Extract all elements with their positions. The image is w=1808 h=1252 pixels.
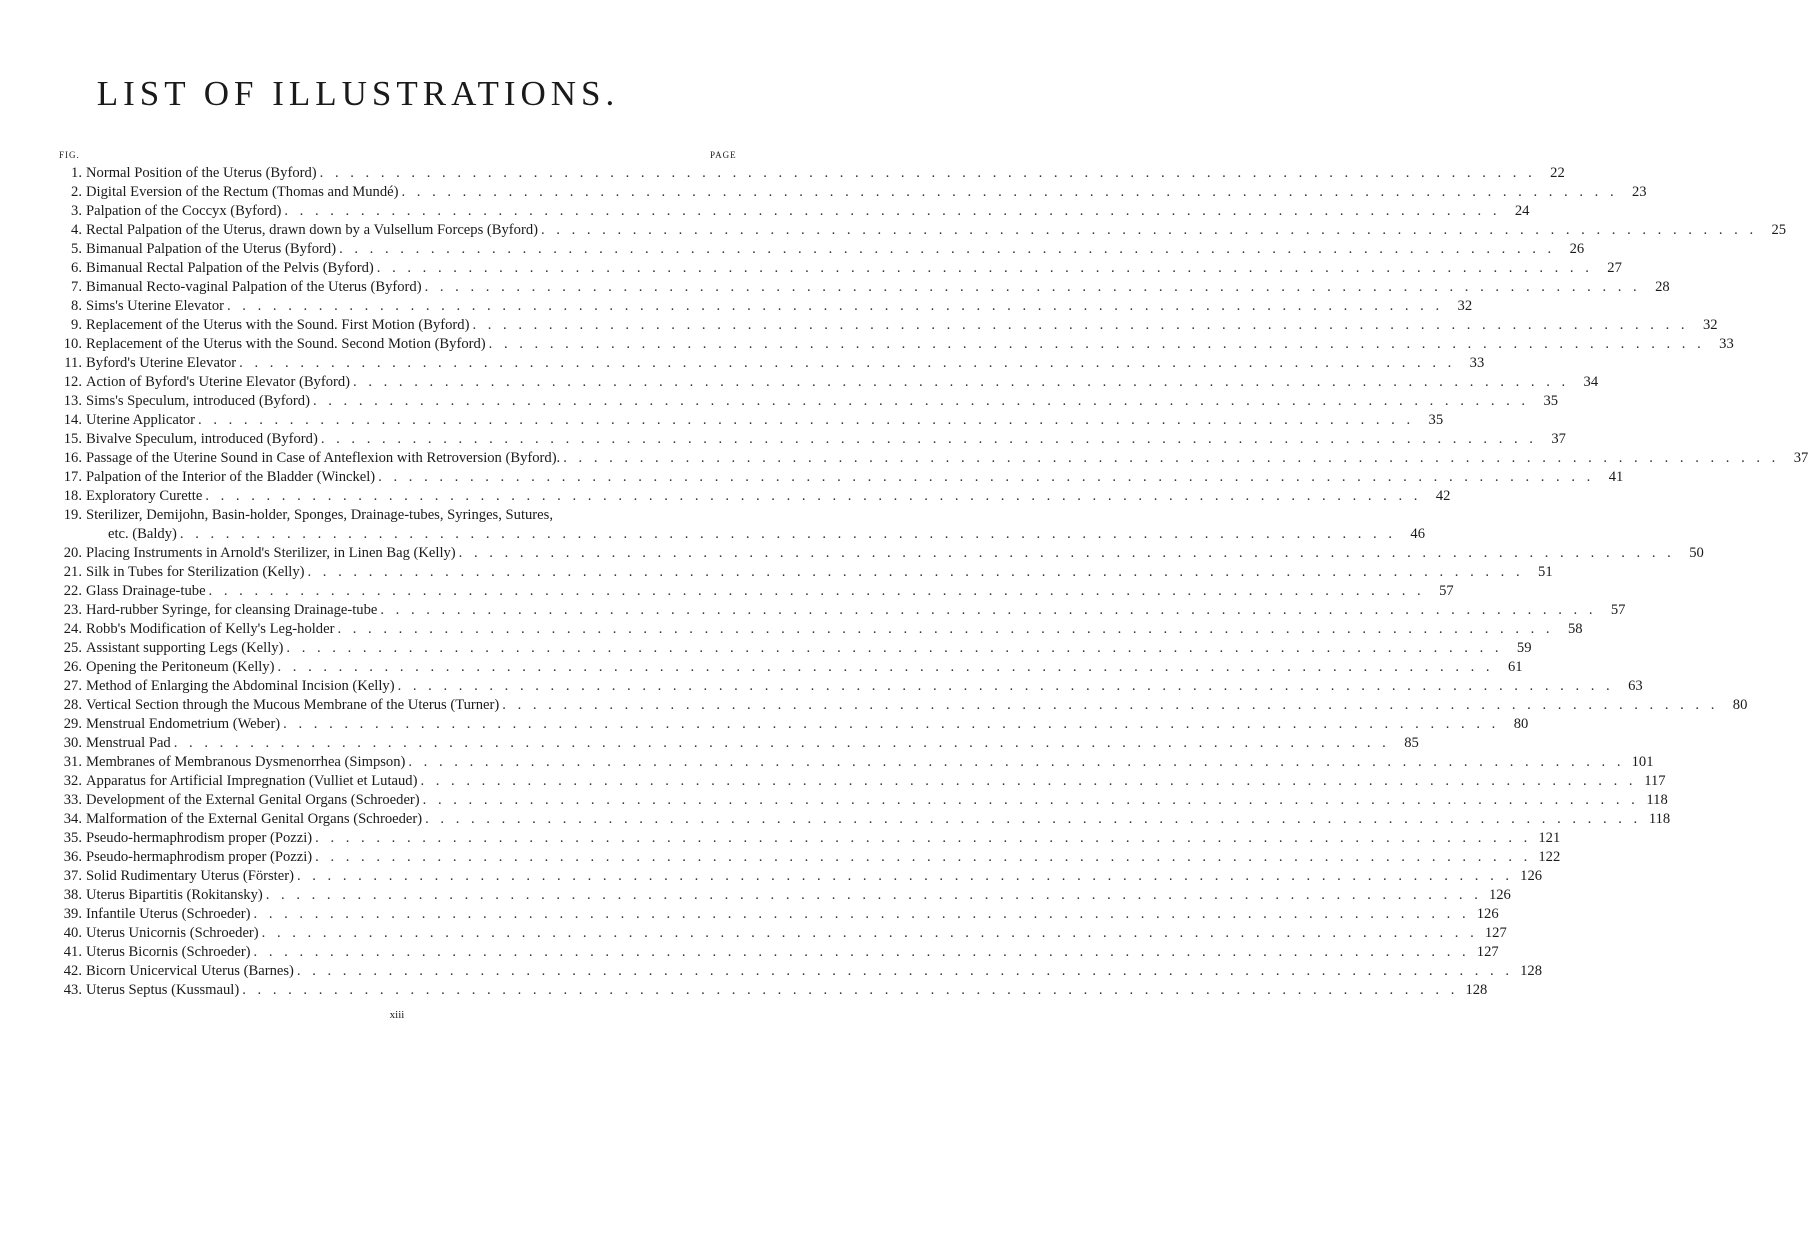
figure-number: 30. — [63, 735, 82, 751]
page-ref: 61 — [1507, 659, 1523, 675]
figure-caption: Apparatus for Artificial Impregnation (Vulliet et Lutaud) — [86, 773, 418, 789]
figure-caption: Normal Position of the Uterus (Byford) — [86, 165, 317, 181]
page-ref: 46 — [1410, 526, 1425, 542]
page-ref: 127 — [1476, 944, 1499, 960]
figure-caption: etc. (Baldy) — [108, 526, 177, 542]
list-item — [50, 639, 1532, 658]
figure-caption: Membranes of Membranous Dysmenorrhea (Simpson) — [86, 754, 406, 770]
figure-number: 1. — [71, 165, 82, 181]
figure-number: 35. — [63, 830, 82, 846]
list-item — [50, 715, 1529, 734]
figure-caption: Placing Instruments in Arnold's Sterilizer, in Linen Bag (Kelly) — [86, 545, 456, 561]
figure-caption: Bimanual Recto-vaginal Palpation of the Uterus (Byford) — [86, 279, 422, 295]
figure-caption: Uterus Septus (Kussmaul) — [86, 982, 240, 998]
page-ref: 23 — [1632, 184, 1647, 200]
dot-leader: . . . . . . . . . . . . . . . . . . . . . . . . . . . . . . . . . . . . . . . . . . . . . . . . . . . . . . . . . . . . . . . . . . . . . . . . . . . . . . . . — [253, 906, 1470, 922]
dot-leader: . . . . . . . . . . . . . . . . . . . . . . . . . . . . . . . . . . . . . . . . . . . . . . . . . . . . . . . . . . . . . . . . . . . . . . . . . . . . . . . . — [296, 868, 1514, 884]
figure-number: 22. — [63, 583, 82, 599]
figure-number: 14. — [63, 412, 82, 428]
page-ref: 24 — [1514, 203, 1530, 219]
figure-caption: Sterilizer, Demijohn, Basin-holder, Sponges, Drainage-tubes, Syringes, Sutures, — [86, 507, 553, 523]
list-item — [50, 696, 1748, 715]
figure-number: 38. — [63, 887, 82, 903]
figure-caption: Passage of the Uterine Sound in Case of Anteflexion with Retroversion (Byford). — [86, 450, 561, 466]
list-item — [50, 867, 1543, 886]
figure-caption: Exploratory Curette — [86, 488, 203, 504]
figure-number: 17. — [63, 469, 82, 485]
page-ref: 127 — [1484, 925, 1507, 941]
figure-number: 43. — [63, 982, 82, 998]
dot-leader: . . . . . . . . . . . . . . . . . . . . . . . . . . . . . . . . . . . . . . . . . . . . . . . . . . . . . . . . . . . . . . . . . . . . . . . . . . . . . . . . — [320, 431, 1537, 447]
figure-caption: Replacement of the Uterus with the Sound. First Motion (Byford) — [86, 317, 470, 333]
dot-leader: . . . . . . . . . . . . . . . . . . . . . . . . . . . . . . . . . . . . . . . . . . . . . . . . . . . . . . . . . . . . . . . . . . . . . . . . . . . . . . . . — [401, 184, 1618, 200]
page-ref: 128 — [1465, 982, 1488, 998]
figure-caption: Palpation of the Coccyx (Byford) — [86, 203, 282, 219]
figure-caption: Byford's Uterine Elevator — [86, 355, 237, 371]
list-item — [50, 848, 1561, 867]
dot-leader: . . . . . . . . . . . . . . . . . . . . . . . . . . . . . . . . . . . . . . . . . . . . . . . . . . . . . . . . . . . . . . . . . . . . . . . . . . . . . . . . — [420, 773, 1637, 789]
list-item — [50, 240, 1585, 259]
page-ref: 117 — [1644, 773, 1666, 789]
figure-number: 27. — [63, 678, 82, 694]
figure-number: 20. — [63, 545, 82, 561]
figure-caption: Replacement of the Uterus with the Sound. Second Motion (Byford) — [86, 336, 486, 352]
page-ref: 26 — [1569, 241, 1585, 257]
figure-caption: Sims's Speculum, introduced (Byford) — [86, 393, 310, 409]
illustrations-list — [50, 164, 1808, 1000]
dot-leader: . . . . . . . . . . . . . . . . . . . . . . . . . . . . . . . . . . . . . . . . . . . . . . . . . . . . . . . . . . . . . . . . . . . . . . . . . . . . . . . . — [408, 754, 1625, 770]
dot-leader: . . . . . . . . . . . . . . . . . . . . . . . . . . . . . . . . . . . . . . . . . . . . . . . . . . . . . . . . . . . . . . . . . . . . . . . . . . . . . . . . — [179, 526, 1396, 542]
page-ref: 80 — [1513, 716, 1529, 732]
figure-caption: Development of the External Genital Organs (Schroeder) — [86, 792, 420, 808]
list-item — [50, 620, 1583, 639]
dot-leader: . . . . . . . . . . . . . . . . . . . . . . . . . . . . . . . . . . . . . . . . . . . . . . . . . . . . . . . . . . . . . . . . . . . . . . . . . . . . . . . . — [376, 260, 1593, 276]
list-item — [50, 962, 1542, 981]
page-ref: 22 — [1550, 165, 1565, 181]
dot-leader: . . . . . . . . . . . . . . . . . . . . . . . . . . . . . . . . . . . . . . . . . . . . . . . . . . . . . . . . . . . . . . . . . . . . . . . . . . . . . . . . — [540, 222, 1758, 238]
list-item — [50, 658, 1523, 677]
figure-number: 16. — [63, 450, 82, 466]
dot-leader: . . . . . . . . . . . . . . . . . . . . . . . . . . . . . . . . . . . . . . . . . . . . . . . . . . . . . . . . . . . . . . . . . . . . . . . . . . . . . . . . — [397, 678, 1614, 694]
page-column-header: PAGE — [710, 150, 737, 160]
figure-number: 15. — [63, 431, 82, 447]
figure-caption: Glass Drainage-tube — [86, 583, 206, 599]
figure-number: 33. — [63, 792, 82, 808]
list-item — [50, 392, 1559, 411]
dot-leader: . . . . . . . . . . . . . . . . . . . . . . . . . . . . . . . . . . . . . . . . . . . . . . . . . . . . . . . . . . . . . . . . . . . . . . . . . . . . . . . . — [307, 564, 1524, 580]
dot-leader: . . . . . . . . . . . . . . . . . . . . . . . . . . . . . . . . . . . . . . . . . . . . . . . . . . . . . . . . . . . . . . . . . . . . . . . . . . . . . . . . — [502, 697, 1719, 713]
figure-number: 41. — [63, 944, 82, 960]
figure-number: 9. — [71, 317, 82, 333]
list-item — [50, 601, 1626, 620]
page-ref: 35 — [1428, 412, 1444, 428]
figure-number: 37. — [63, 868, 82, 884]
list-item — [50, 316, 1718, 335]
page-ref: 85 — [1404, 735, 1419, 751]
figure-number: 29. — [63, 716, 82, 732]
page-ref: 57 — [1439, 583, 1454, 599]
page-ref: 126 — [1520, 868, 1543, 884]
figure-caption: Bicorn Unicervical Uterus (Barnes) — [86, 963, 294, 979]
page-title: LIST OF ILLUSTRATIONS. — [96, 74, 620, 113]
dot-leader: . . . . . . . . . . . . . . . . . . . . . . . . . . . . . . . . . . . . . . . . . . . . . . . . . . . . . . . . . . . . . . . . . . . . . . . . . . . . . . . . — [283, 716, 1500, 732]
list-item — [50, 905, 1499, 924]
dot-leader: . . . . . . . . . . . . . . . . . . . . . . . . . . . . . . . . . . . . . . . . . . . . . . . . . . . . . . . . . . . . . . . . . . . . . . . . . . . . . . . . — [208, 583, 1425, 599]
list-item — [50, 430, 1566, 449]
list-item — [50, 183, 1647, 202]
figure-number: 36. — [63, 849, 82, 865]
list-item — [50, 506, 730, 525]
list-item — [50, 259, 1622, 278]
dot-leader: . . . . . . . . . . . . . . . . . . . . . . . . . . . . . . . . . . . . . . . . . . . . . . . . . . . . . . . . . . . . . . . . . . . . . . . . . . . . . . . . — [286, 640, 1503, 656]
figure-number: 8. — [71, 298, 82, 314]
page-ref: 126 — [1488, 887, 1511, 903]
dot-leader: . . . . . . . . . . . . . . . . . . . . . . . . . . . . . . . . . . . . . . . . . . . . . . . . . . . . . . . . . . . . . . . . . . . . . . . . . . . . . . . . — [472, 317, 1689, 333]
figure-number: 18. — [63, 488, 82, 504]
figure-number: 11. — [64, 355, 82, 371]
list-item — [50, 677, 1643, 696]
dot-leader: . . . . . . . . . . . . . . . . . . . . . . . . . . . . . . . . . . . . . . . . . . . . . . . . . . . . . . . . . . . . . . . . . . . . . . . . . . . . . . . . — [284, 203, 1501, 219]
dot-leader: . . . . . . . . . . . . . . . . . . . . . . . . . . . . . . . . . . . . . . . . . . . . . . . . . . . . . . . . . . . . . . . . . . . . . . . . . . . . . . . . — [173, 735, 1390, 751]
figure-number: 24. — [63, 621, 82, 637]
page-ref: 32 — [1702, 317, 1718, 333]
page-ref: 121 — [1538, 830, 1561, 846]
page-ref: 28 — [1655, 279, 1670, 295]
figure-number: 5. — [71, 241, 82, 257]
page-ref: 63 — [1628, 678, 1643, 694]
figure-number: 7. — [71, 279, 82, 295]
page-ref: 37 — [1793, 450, 1808, 466]
dot-leader: . . . . . . . . . . . . . . . . . . . . . . . . . . . . . . . . . . . . . . . . . . . . . . . . . . . . . . . . . . . . . . . . . . . . . . . . . . . . . . . . — [337, 621, 1554, 637]
list-item — [50, 354, 1485, 373]
figure-caption: Uterus Bicornis (Schroeder) — [86, 944, 251, 960]
figure-caption: Malformation of the External Genital Organs (Schroeder) — [86, 811, 423, 827]
page-ref: 32 — [1457, 298, 1473, 314]
figure-caption: Bimanual Rectal Palpation of the Pelvis (Byford) — [86, 260, 374, 276]
page-ref: 58 — [1567, 621, 1583, 637]
figure-number: 31. — [63, 754, 82, 770]
list-item — [50, 734, 1419, 753]
dot-leader: . . . . . . . . . . . . . . . . . . . . . . . . . . . . . . . . . . . . . . . . . . . . . . . . . . . . . . . . . . . . . . . . . . . . . . . . . . . . . . . . — [315, 830, 1532, 846]
figure-caption: Rectal Palpation of the Uterus, drawn down by a Vulsellum Forceps (Byford) — [86, 222, 538, 238]
page-ref: 41 — [1608, 469, 1624, 485]
list-item — [50, 924, 1507, 943]
dot-leader: . . . . . . . . . . . . . . . . . . . . . . . . . . . . . . . . . . . . . . . . . . . . . . . . . . . . . . . . . . . . . . . . . . . . . . . . . . . . . . . . — [312, 393, 1530, 409]
figure-number: 4. — [71, 222, 82, 238]
list-item — [50, 335, 1734, 354]
list-item — [50, 544, 1704, 563]
dot-leader: . . . . . . . . . . . . . . . . . . . . . . . . . . . . . . . . . . . . . . . . . . . . . . . . . . . . . . . . . . . . . . . . . . . . . . . . . . . . . . . . — [227, 298, 1444, 314]
page-ref: 35 — [1543, 393, 1559, 409]
figure-number: 34. — [63, 811, 82, 827]
figure-number: 13. — [63, 393, 82, 409]
dot-leader: . . . . . . . . . . . . . . . . . . . . . . . . . . . . . . . . . . . . . . . . . . . . . . . . . . . . . . . . . . . . . . . . . . . . . . . . . . . . . . . . — [422, 792, 1639, 808]
list-item — [50, 981, 1488, 1000]
dot-leader: . . . . . . . . . . . . . . . . . . . . . . . . . . . . . . . . . . . . . . . . . . . . . . . . . . . . . . . . . . . . . . . . . . . . . . . . . . . . . . . . — [265, 887, 1482, 903]
page-ref: 122 — [1538, 849, 1561, 865]
figure-caption: Silk in Tubes for Sterilization (Kelly) — [86, 564, 305, 580]
figure-number: 42. — [63, 963, 82, 979]
dot-leader: . . . . . . . . . . . . . . . . . . . . . . . . . . . . . . . . . . . . . . . . . . . . . . . . . . . . . . . . . . . . . . . . . . . . . . . . . . . . . . . . — [315, 849, 1532, 865]
list-item — [50, 164, 1565, 183]
dot-leader: . . . . . . . . . . . . . . . . . . . . . . . . . . . . . . . . . . . . . . . . . . . . . . . . . . . . . . . . . . . . . . . . . . . . . . . . . . . . . . . . — [205, 488, 1422, 504]
page-ref: 50 — [1689, 545, 1704, 561]
dot-leader: . . . . . . . . . . . . . . . . . . . . . . . . . . . . . . . . . . . . . . . . . . . . . . . . . . . . . . . . . . . . . . . . . . . . . . . . . . . . . . . . — [253, 944, 1470, 960]
page-ref: 33 — [1719, 336, 1734, 352]
figure-caption: Menstrual Endometrium (Weber) — [86, 716, 281, 732]
dot-leader: . . . . . . . . . . . . . . . . . . . . . . . . . . . . . . . . . . . . . . . . . . . . . . . . . . . . . . . . . . . . . . . . . . . . . . . . . . . . . . . . — [488, 336, 1705, 352]
list-item — [50, 886, 1511, 905]
list-item — [50, 278, 1670, 297]
list-item — [50, 943, 1499, 962]
figure-caption: Assistant supporting Legs (Kelly) — [86, 640, 284, 656]
page-ref: 33 — [1469, 355, 1485, 371]
dot-leader: . . . . . . . . . . . . . . . . . . . . . . . . . . . . . . . . . . . . . . . . . . . . . . . . . . . . . . . . . . . . . . . . . . . . . . . . . . . . . . . . — [380, 602, 1597, 618]
figure-caption: Uterine Applicator — [86, 412, 196, 428]
figure-caption: Solid Rudimentary Uterus (Förster) — [86, 868, 294, 884]
figure-caption: Pseudo-hermaphrodism proper (Pozzi) — [86, 830, 313, 846]
page-ref: 128 — [1520, 963, 1542, 979]
figure-caption: Bimanual Palpation of the Uterus (Byford) — [86, 241, 337, 257]
dot-leader: . . . . . . . . . . . . . . . . . . . . . . . . . . . . . . . . . . . . . . . . . . . . . . . . . . . . . . . . . . . . . . . . . . . . . . . . . . . . . . . . — [378, 469, 1595, 485]
figure-caption: Bivalve Speculum, introduced (Byford) — [86, 431, 318, 447]
list-item — [50, 525, 1425, 544]
fig-column-header: FIG. — [59, 150, 80, 160]
figure-caption: Digital Eversion of the Rectum (Thomas and Mundé) — [86, 184, 399, 200]
dot-leader: . . . . . . . . . . . . . . . . . . . . . . . . . . . . . . . . . . . . . . . . . . . . . . . . . . . . . . . . . . . . . . . . . . . . . . . . . . . . . . . . — [424, 279, 1641, 295]
dot-leader: . . . . . . . . . . . . . . . . . . . . . . . . . . . . . . . . . . . . . . . . . . . . . . . . . . . . . . . . . . . . . . . . . . . . . . . . . . . . . . . . — [563, 450, 1780, 466]
list-item — [50, 582, 1454, 601]
page-ref: 42 — [1435, 488, 1451, 504]
list-item — [50, 487, 1451, 506]
figure-caption: Robb's Modification of Kelly's Leg-holder — [86, 621, 335, 637]
list-item — [50, 449, 1808, 468]
figure-number: 6. — [71, 260, 82, 276]
figure-caption: Hard-rubber Syringe, for cleansing Drainage-tube — [86, 602, 378, 618]
list-item — [50, 753, 1654, 772]
page-ref: 37 — [1551, 431, 1566, 447]
dot-leader: . . . . . . . . . . . . . . . . . . . . . . . . . . . . . . . . . . . . . . . . . . . . . . . . . . . . . . . . . . . . . . . . . . . . . . . . . . . . . . . . — [239, 355, 1456, 371]
figure-caption: Opening the Peritoneum (Kelly) — [86, 659, 275, 675]
page-ref: 59 — [1516, 640, 1532, 656]
list-item — [50, 468, 1624, 487]
figure-number: 3. — [71, 203, 82, 219]
list-item — [50, 810, 1671, 829]
figure-number: 25. — [63, 640, 82, 656]
list-item — [50, 563, 1553, 582]
page-ref: 27 — [1607, 260, 1622, 276]
list-item — [50, 411, 1444, 430]
figure-caption: Uterus Bipartitis (Rokitansky) — [86, 887, 263, 903]
page-number: xiii — [389, 1009, 405, 1021]
figure-number: 32. — [63, 773, 82, 789]
figure-number: 23. — [63, 602, 82, 618]
dot-leader: . . . . . . . . . . . . . . . . . . . . . . . . . . . . . . . . . . . . . . . . . . . . . . . . . . . . . . . . . . . . . . . . . . . . . . . . . . . . . . . . — [296, 963, 1513, 979]
page-ref: 25 — [1771, 222, 1787, 238]
dot-leader: . . . . . . . . . . . . . . . . . . . . . . . . . . . . . . . . . . . . . . . . . . . . . . . . . . . . . . . . . . . . . . . . . . . . . . . . . . . . . . . . — [242, 982, 1459, 998]
figure-caption: Uterus Unicornis (Schroeder) — [86, 925, 259, 941]
figure-number: 10. — [63, 336, 82, 352]
page-ref: 101 — [1631, 754, 1654, 770]
page-ref: 51 — [1538, 564, 1553, 580]
list-item — [50, 297, 1473, 316]
figure-caption: Action of Byford's Uterine Elevator (Byford) — [86, 374, 351, 390]
dot-leader: . . . . . . . . . . . . . . . . . . . . . . . . . . . . . . . . . . . . . . . . . . . . . . . . . . . . . . . . . . . . . . . . . . . . . . . . . . . . . . . . — [339, 241, 1556, 257]
list-item — [50, 202, 1530, 221]
page-ref: 34 — [1583, 374, 1599, 390]
page-ref: 126 — [1476, 906, 1499, 922]
page-ref: 57 — [1610, 602, 1626, 618]
figure-number: 12. — [63, 374, 82, 390]
figure-caption: Infantile Uterus (Schroeder) — [86, 906, 251, 922]
figure-caption: Menstrual Pad — [86, 735, 171, 751]
page-ref: 118 — [1648, 811, 1671, 827]
dot-leader: . . . . . . . . . . . . . . . . . . . . . . . . . . . . . . . . . . . . . . . . . . . . . . . . . . . . . . . . . . . . . . . . . . . . . . . . . . . . . . . . — [261, 925, 1478, 941]
figure-number: 19. — [63, 507, 82, 523]
dot-leader: . . . . . . . . . . . . . . . . . . . . . . . . . . . . . . . . . . . . . . . . . . . . . . . . . . . . . . . . . . . . . . . . . . . . . . . . . . . . . . . . — [458, 545, 1675, 561]
dot-leader: . . . . . . . . . . . . . . . . . . . . . . . . . . . . . . . . . . . . . . . . . . . . . . . . . . . . . . . . . . . . . . . . . . . . . . . . . . . . . . . . — [277, 659, 1494, 675]
figure-number: 40. — [63, 925, 82, 941]
figure-number: 39. — [63, 906, 82, 922]
figure-caption: Palpation of the Interior of the Bladder (Winckel) — [86, 469, 376, 485]
dot-leader: . . . . . . . . . . . . . . . . . . . . . . . . . . . . . . . . . . . . . . . . . . . . . . . . . . . . . . . . . . . . . . . . . . . . . . . . . . . . . . . . — [198, 412, 1415, 428]
figure-number: 2. — [71, 184, 82, 200]
figure-caption: Sims's Uterine Elevator — [86, 298, 224, 314]
list-item — [50, 772, 1666, 791]
list-item — [50, 373, 1599, 392]
list-item — [50, 791, 1668, 810]
figure-number: 28. — [63, 697, 82, 713]
figure-caption: Method of Enlarging the Abdominal Incision (Kelly) — [86, 678, 395, 694]
dot-leader: . . . . . . . . . . . . . . . . . . . . . . . . . . . . . . . . . . . . . . . . . . . . . . . . . . . . . . . . . . . . . . . . . . . . . . . . . . . . . . . . — [353, 374, 1570, 390]
page-ref: 80 — [1732, 697, 1748, 713]
dot-leader: . . . . . . . . . . . . . . . . . . . . . . . . . . . . . . . . . . . . . . . . . . . . . . . . . . . . . . . . . . . . . . . . . . . . . . . . . . . . . . . . — [319, 165, 1536, 181]
list-item — [50, 221, 1787, 240]
figure-caption: Pseudo-hermaphrodism proper (Pozzi) — [86, 849, 313, 865]
figure-caption: Vertical Section through the Mucous Membrane of the Uterus (Turner) — [86, 697, 500, 713]
figure-number: 26. — [63, 659, 82, 675]
dot-leader: . . . . . . . . . . . . . . . . . . . . . . . . . . . . . . . . . . . . . . . . . . . . . . . . . . . . . . . . . . . . . . . . . . . . . . . . . . . . . . . . — [425, 811, 1642, 827]
list-item — [50, 829, 1561, 848]
figure-number: 21. — [63, 564, 82, 580]
page-ref: 118 — [1646, 792, 1668, 808]
